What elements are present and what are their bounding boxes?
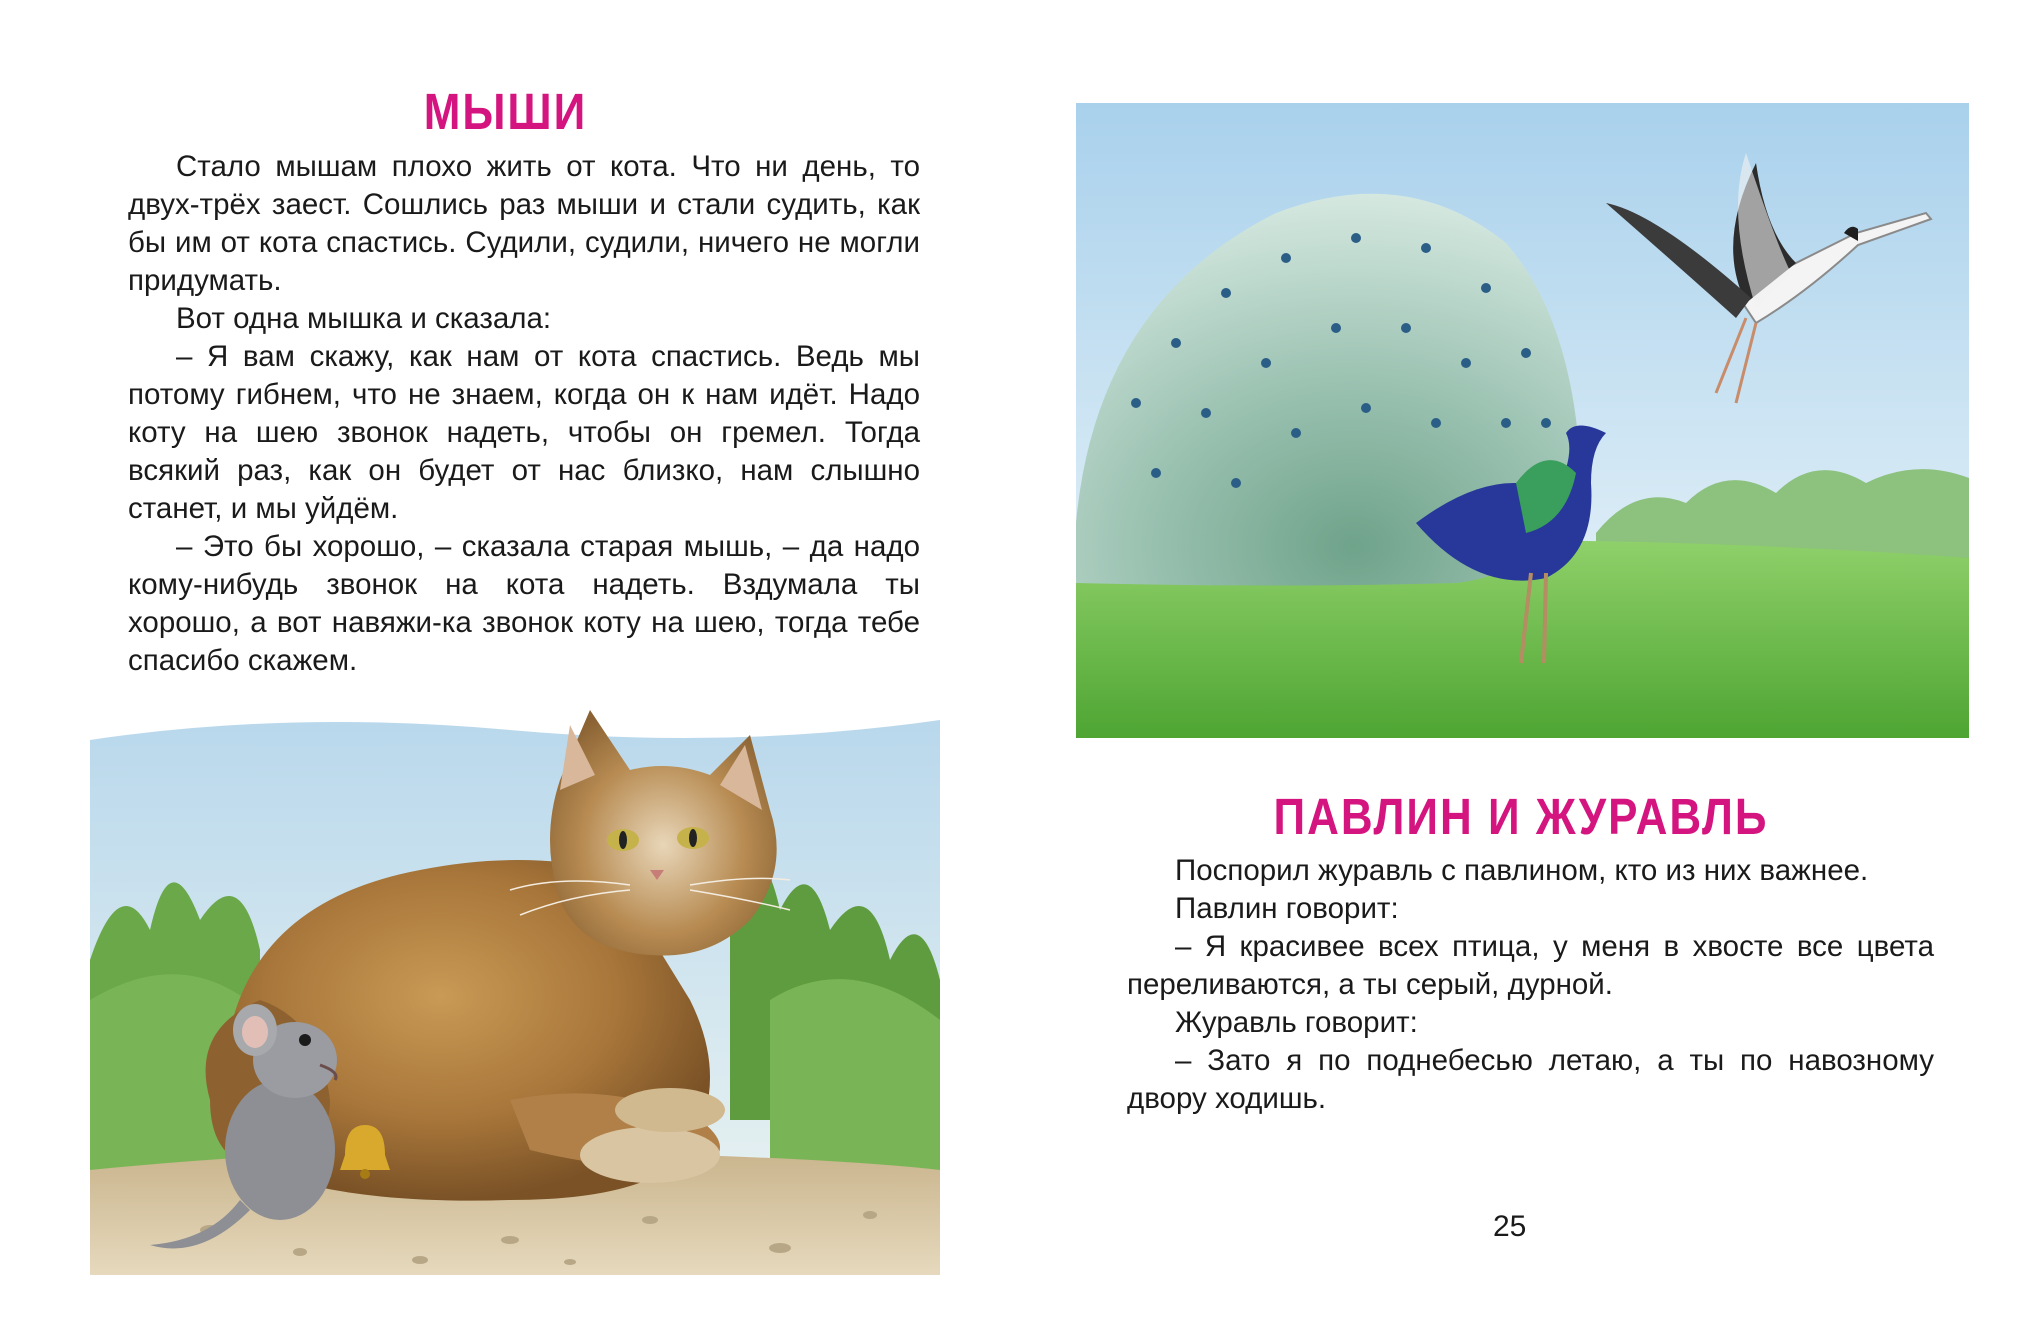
paragraph: – Это бы хорошо, – сказала старая мышь, – да надо кому-нибудь звонок на кота надеть. Вздумала ты хорошо, а вот навяжи-ка звонок коту на шею, тогда тебе спасибо скажем. [128, 530, 920, 677]
paragraph: Павлин говорит: [1175, 892, 1399, 925]
paragraph: Журавль говорит: [1175, 1006, 1418, 1039]
peacock-and-crane-illustration [1076, 103, 1969, 738]
story-title-peacock-crane: ПАВЛИН И ЖУРАВЛЬ [1273, 789, 1769, 846]
paragraph: Вот одна мышка и сказала: [176, 302, 552, 335]
story-text-mice [128, 148, 920, 680]
cat-and-mouse-illustration [90, 700, 940, 1275]
story-text-peacock-crane [1127, 852, 1934, 1118]
paragraph: Поспорил журавль с павлином, кто из них важнее. [1175, 854, 1869, 887]
story-title-mice: МЫШИ [423, 84, 588, 141]
paragraph: – Я вам скажу, как нам от кота спастись. Ведь мы потому гибнем, что не знаем, когда он к нам идёт. Надо коту на шею звонок надеть, чтобы он гремел. Тогда всякий раз, как он будет от нас близко, нам слышно станет, и мы уйдём. [128, 340, 920, 525]
paragraph: – Зато я по поднебесью летаю, а ты по навозному двору ходишь. [1127, 1044, 1934, 1115]
paragraph: – Я красивее всех птица, у меня в хвосте все цвета переливаются, а ты серый, дурной. [1127, 930, 1934, 1001]
paragraph: Стало мышам плохо жить от кота. Что ни день, то двух-трёх заест. Сошлись раз мыши и стали судить, как бы им от кота спастись. Судили, судили, ничего не могли придумать. [128, 150, 920, 297]
page-number: 25 [1493, 1210, 1527, 1243]
right-page [1011, 0, 2022, 1327]
